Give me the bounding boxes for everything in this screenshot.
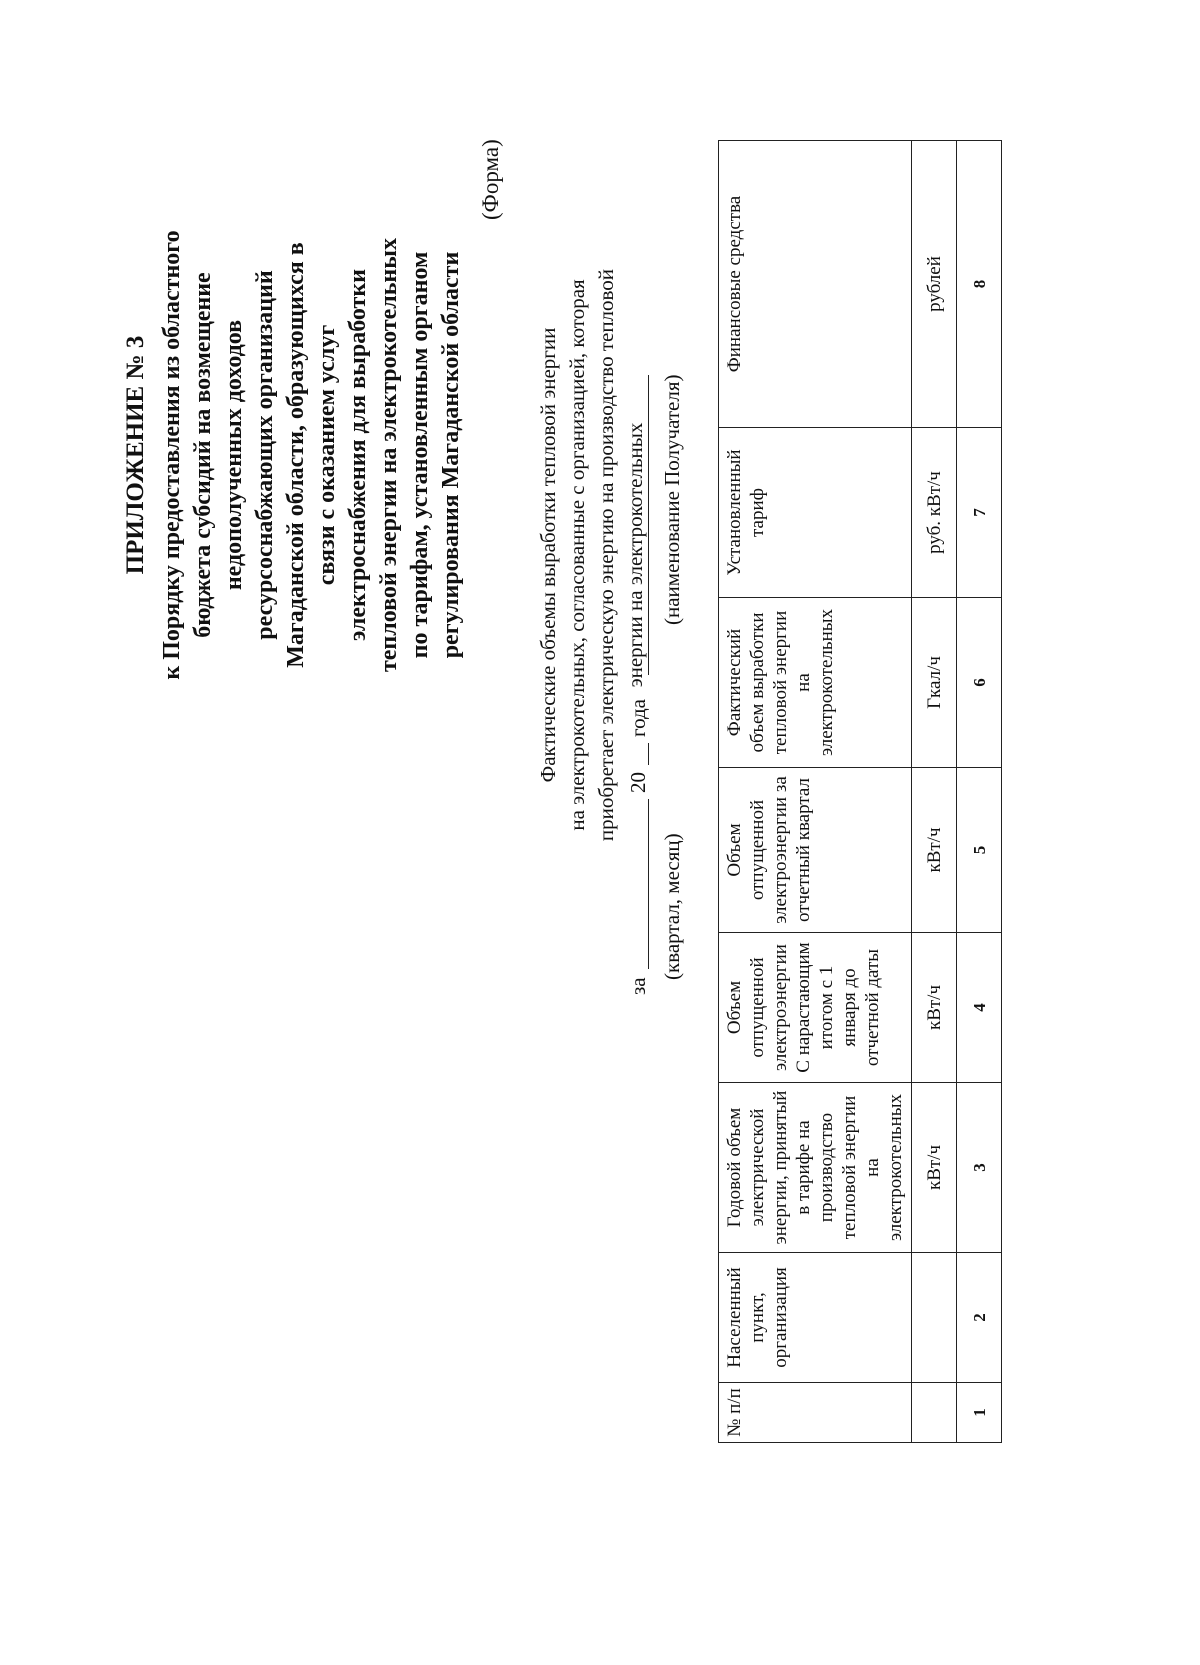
- recipient-caption: (наименование Получателя): [660, 374, 684, 625]
- recipient-blank-field[interactable]: [648, 375, 649, 675]
- units-cell: [912, 1383, 957, 1443]
- header-cell-settlement: Населенный пункт, организация: [719, 1253, 912, 1383]
- report-title-line: на электрокотельных, согласованные с организацией, которая: [565, 279, 589, 831]
- column-number-cell: 4: [957, 933, 1002, 1083]
- period-caption: (квартал, месяц): [660, 833, 684, 980]
- appendix-line: тепловой энергии на электрокотельных: [376, 238, 402, 673]
- units-cell: рублей: [912, 141, 957, 428]
- appendix-line: недополученных доходов: [221, 319, 247, 591]
- header-cell-tariff: Установленный тариф: [719, 428, 912, 598]
- period-blank-field[interactable]: [648, 799, 649, 969]
- header-cell-cumulative-volume: Объем отпущенной электроэнергии С нарастающим итогом с 1 января до отчетной даты: [719, 933, 912, 1083]
- column-number-cell: 6: [957, 598, 1002, 768]
- appendix-line: к Порядку предоставления из областного: [159, 230, 185, 680]
- units-cell: кВт/ч: [912, 933, 957, 1083]
- appendix-title: ПРИЛОЖЕНИЕ № 3: [122, 335, 149, 575]
- appendix-line: бюджета субсидий на возмещение: [190, 272, 216, 638]
- header-cell-number: № п/п: [719, 1383, 912, 1443]
- column-number-cell: 1: [957, 1383, 1002, 1443]
- column-number-cell: 8: [957, 141, 1002, 428]
- report-title-line: Фактические объемы выработки тепловой энергии: [536, 327, 560, 783]
- form-label: (Форма): [478, 139, 503, 220]
- report-title-line: приобретает электрическую энергию на производство тепловой: [594, 268, 618, 842]
- period-year-prefix: 20: [626, 772, 650, 793]
- period-goda: года: [626, 699, 650, 737]
- volumes-table: [718, 140, 1002, 1443]
- units-cell: кВт/ч: [912, 768, 957, 933]
- table-units-row: [912, 141, 957, 1443]
- column-number-cell: 2: [957, 1253, 1002, 1383]
- column-number-cell: 5: [957, 768, 1002, 933]
- period-za: за: [626, 977, 650, 995]
- appendix-line: Магаданской области, образующихся в: [283, 242, 309, 668]
- appendix-line: электроснабжения для выработки: [345, 268, 371, 642]
- appendix-line: по тарифам, установленным органом: [407, 251, 433, 659]
- table-header-row: [719, 141, 912, 1443]
- period-year-blank-field[interactable]: [648, 743, 649, 765]
- report-title-line: энергии на электрокотельных: [623, 422, 647, 688]
- units-cell: Гкал/ч: [912, 598, 957, 768]
- header-cell-heat-output: Фактический объем выработки тепловой энергии на электрокотельных: [719, 598, 912, 768]
- appendix-line: ресурсоснабжающих организаций: [252, 270, 278, 640]
- table-column-numbers-row: [957, 141, 1002, 1443]
- appendix-line: связи с оказанием услуг: [314, 324, 340, 586]
- units-cell: кВт/ч: [912, 1083, 957, 1253]
- appendix-header: [120, 145, 467, 765]
- units-cell: [912, 1253, 957, 1383]
- period-line: [626, 85, 706, 1085]
- column-number-cell: 3: [957, 1083, 1002, 1253]
- header-cell-quarter-volume: Объем отпущенной электроэнергии за отчетный квартал: [719, 768, 912, 933]
- header-cell-funds: Финансовые средства: [719, 141, 912, 428]
- appendix-line: регулирования Магаданской области: [438, 251, 464, 659]
- units-cell: руб. кВт/ч: [912, 428, 957, 598]
- column-number-cell: 7: [957, 428, 1002, 598]
- header-cell-annual-volume: Годовой объем электрической энергии, принятый в тарифе на производство тепловой энергии на электрокотельных: [719, 1083, 912, 1253]
